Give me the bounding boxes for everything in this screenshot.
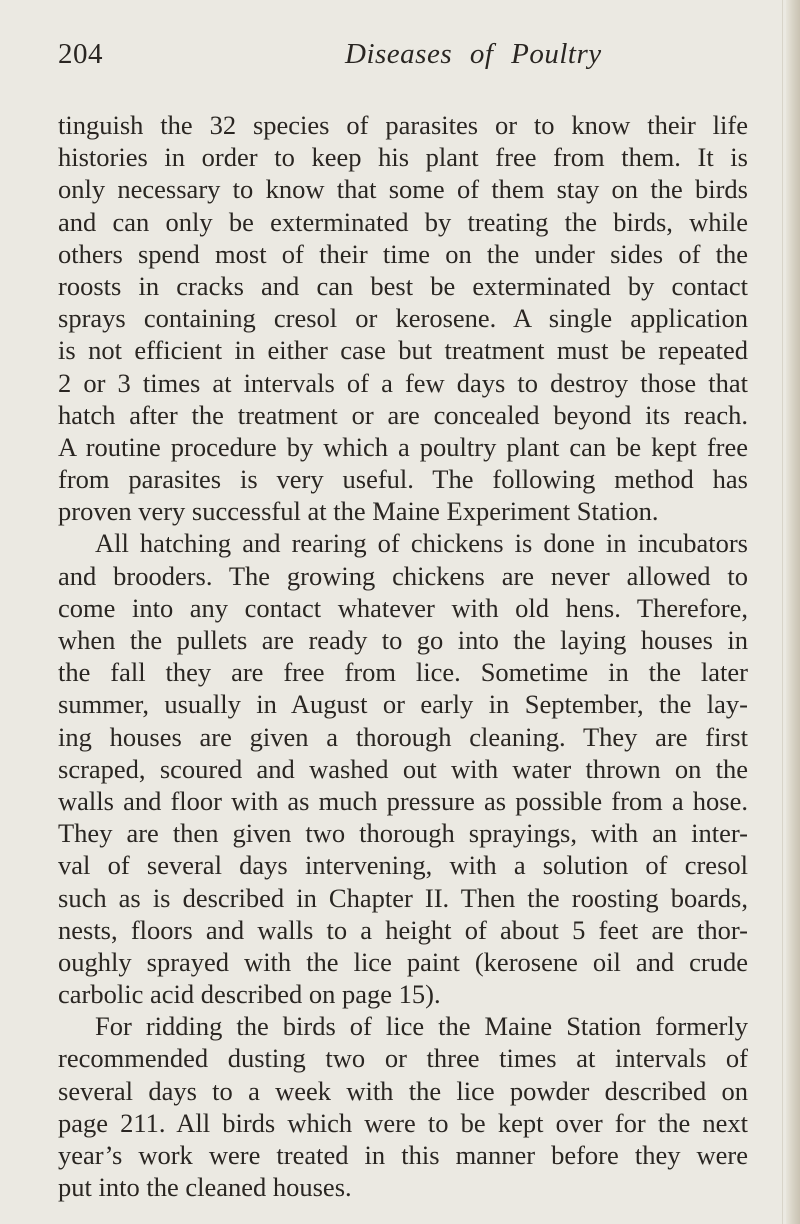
text-line: They are then given two thorough sprayings, with an inter-: [58, 818, 748, 849]
text-line: when the pullets are ready to go into the laying houses in: [58, 625, 748, 655]
text-line: only necessary to know that some of them stay on the birds: [58, 174, 748, 205]
paragraph-last-line: proven very successful at the Maine Experiment Station.: [58, 496, 659, 527]
text-line: several days to a week with the lice powder described on: [58, 1075, 748, 1106]
text-line: walls and floor with as much pressure as possible from a hose.: [58, 785, 748, 816]
text-line: tinguish the 32 species of parasites or to know their life: [58, 110, 748, 140]
text-line: A routine procedure by which a poultry plant can be kept free: [58, 431, 748, 462]
paragraph-last-line: put into the cleaned houses.: [58, 1172, 352, 1203]
page-edge-shadow: [786, 0, 800, 1224]
text-line: from parasites is very useful. The following method has: [58, 464, 748, 495]
text-line: others spend most of their time on the under sides of the: [58, 238, 748, 269]
text-line: summer, usually in August or early in September, the lay-: [58, 689, 748, 720]
text-line: page 211. All birds which were to be kept over for the next: [58, 1107, 748, 1138]
text-line: scraped, scoured and washed out with water thrown on the: [58, 753, 748, 784]
text-line: come into any contact whatever with old hens. Therefore,: [58, 592, 748, 623]
paragraph-first-line: For ridding the birds of lice the Maine Station formerly: [95, 1011, 748, 1042]
text-line: 2 or 3 times at intervals of a few days to destroy those that: [58, 367, 748, 398]
text-line: recommended dusting two or three times at intervals of: [58, 1043, 748, 1074]
running-head: Diseases of Poultry: [345, 38, 602, 70]
paragraph-last-line: carbolic acid described on page 15).: [58, 979, 441, 1010]
page-edge-line: [782, 0, 783, 1224]
page-header: [58, 38, 748, 78]
text-line: hatch after the treatment or are concealed beyond its reach.: [58, 399, 748, 430]
text-line: roosts in cracks and can best be exterminated by contact: [58, 270, 748, 301]
text-line: such as is described in Chapter II. Then the roosting boards,: [58, 882, 748, 913]
text-line: oughly sprayed with the lice paint (kerosene oil and crude: [58, 946, 748, 977]
body-text: [58, 109, 748, 1203]
text-line: and can only be exterminated by treating the birds, while: [58, 206, 748, 237]
text-line: sprays containing cresol or kerosene. A single application: [58, 303, 748, 334]
text-line: year’s work were treated in this manner before they were: [58, 1140, 748, 1170]
text-line: histories in order to keep his plant free from them. It is: [58, 142, 748, 173]
text-line: ing houses are given a thorough cleaning. They are first: [58, 721, 748, 752]
paragraph-first-line: All hatching and rearing of chickens is done in incubators: [95, 528, 748, 559]
text-line: and brooders. The growing chickens are never allowed to: [58, 560, 748, 591]
text-line: is not efficient in either case but treatment must be repeated: [58, 335, 748, 366]
text-line: val of several days intervening, with a solution of cresol: [58, 850, 748, 881]
page-number: 204: [58, 38, 103, 70]
text-line: nests, floors and walls to a height of about 5 feet are thor-: [58, 914, 748, 945]
text-line: the fall they are free from lice. Sometime in the later: [58, 657, 748, 688]
